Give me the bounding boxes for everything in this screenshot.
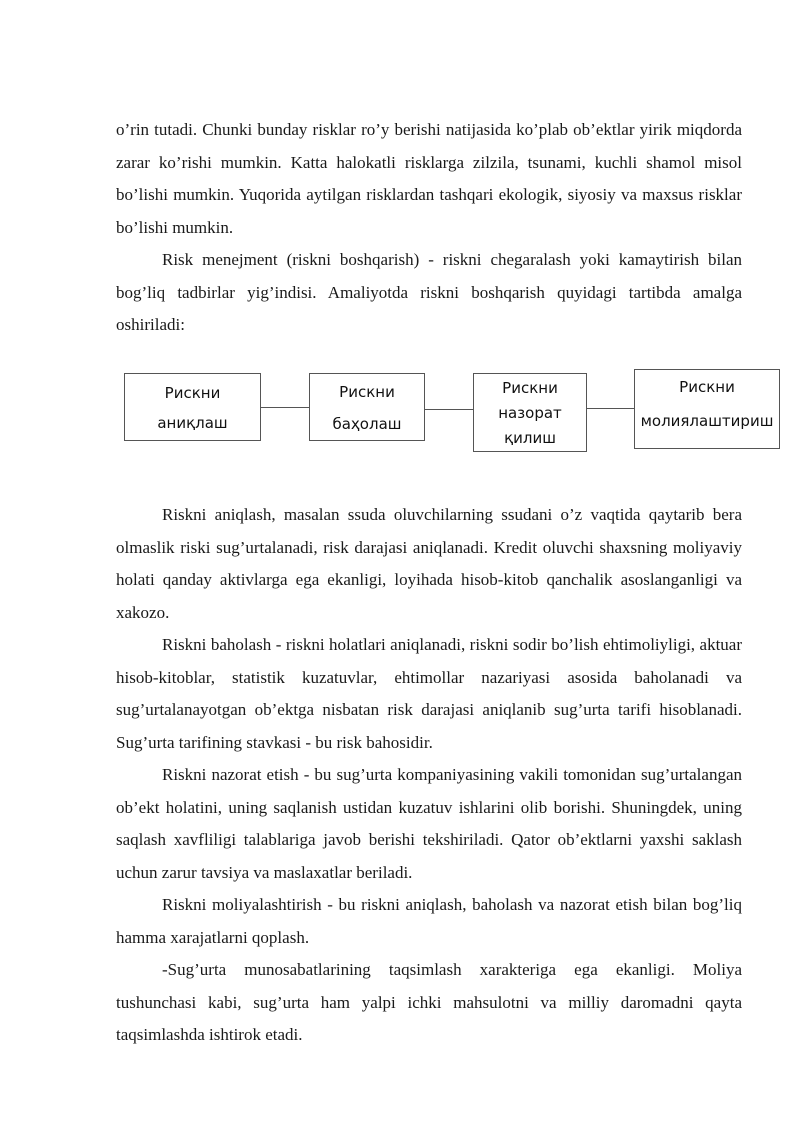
connector-line xyxy=(587,408,634,409)
paragraph-risk-identification: Riskni aniqlash, masalan ssuda oluvchilarning ssudani o’z vaqtida qaytarib bera olmaslik riski sug’urtalanadi, risk darajasi aniqlanadi. Kredit oluvchi shaxsning moliyaviy holati qanday aktivlarga ega ekanligi, loyihada hisob-kitob qanchalik asoslanganligi va xakozo. xyxy=(116,505,742,622)
box-risk-control-line3: қилиш xyxy=(504,429,556,447)
box-risk-identification-line1: Рискни xyxy=(164,384,221,402)
connector-line xyxy=(261,407,309,408)
paragraph-risk-control: Riskni nazorat etish - bu sug’urta kompaniyasining vakili tomonidan sug’urtalangan ob’ekt holatini, uning saqlanish ustidan kuzatuv ishlarini olib borishi. Shuningdek, uning saqlash xavfliligi talablariga javob berishi tekshiriladi. Qator ob’ektlarni yaxshi saklash uchun zarur tavsiya va maslaxatlar beriladi. xyxy=(116,765,742,882)
paragraph-risk-assessment: Riskni baholash - riskni holatlari aniqlanadi, riskni sodir bo’lish ehtimoliyligi, aktuar hisob-kitoblar, statistik kuzatuvlar, ehtimollar nazariyasi asosida baholanadi va sug’urtalanayotgan ob’ektga nisbatan risk darajasi aniqlanib sug’urta tarifi hisoblanadi. Sug’urta tarifining stavkasi - bu risk bahosidir. xyxy=(116,635,742,752)
connector-line xyxy=(425,409,473,410)
box-risk-financing-line2: молиялаштириш xyxy=(640,412,774,430)
box-risk-control-line2: назорат xyxy=(498,404,562,422)
box-risk-financing-line1: Рискни xyxy=(679,378,735,396)
paragraph-insurance-relations: -Sug’urta munosabatlarining taqsimlash xarakteriga ega ekanligi. Moliya tushunchasi kabi, sug’urta ham yalpi ichki mahsulotni va milliy daromadni qayta taqsimlashda ishtirok etadi. xyxy=(116,960,742,1044)
box-risk-identification xyxy=(124,373,261,441)
paragraph-intro: o’rin tutadi. Chunki bunday risklar ro’y berishi natijasida ko’plab ob’ektlar yirik miqdorda zarar ko’rishi mumkin. Katta halokatli risklarga zilzila, tsunami, kuchli shamol misol bo’lishi mumkin. Yuqorida aytilgan risklardan tashqari ekologik, siyosiy va maxsus risklar bo’lishi mumkin. xyxy=(116,120,742,237)
box-risk-assessment-line2: баҳолаш xyxy=(332,415,402,433)
box-risk-control-line1: Рискни xyxy=(502,379,558,397)
box-risk-assessment xyxy=(309,373,425,441)
box-risk-financing xyxy=(634,369,780,449)
box-risk-control xyxy=(473,373,587,452)
paragraph-risk-management: Risk menejment (riskni boshqarish) - riskni chegaralash yoki kamaytirish bilan bog’liq tadbirlar yig’indisi. Amaliyotda riskni boshqarish quyidagi tartibda amalga oshiriladi: xyxy=(116,250,742,334)
box-risk-assessment-line1: Рискни xyxy=(339,383,395,401)
box-risk-identification-line2: аниқлаш xyxy=(157,414,228,432)
paragraph-risk-financing: Riskni moliyalashtirish - bu riskni aniqlash, baholash va nazorat etish bilan bog’liq hamma xarajatlarni qoplash. xyxy=(116,895,742,947)
